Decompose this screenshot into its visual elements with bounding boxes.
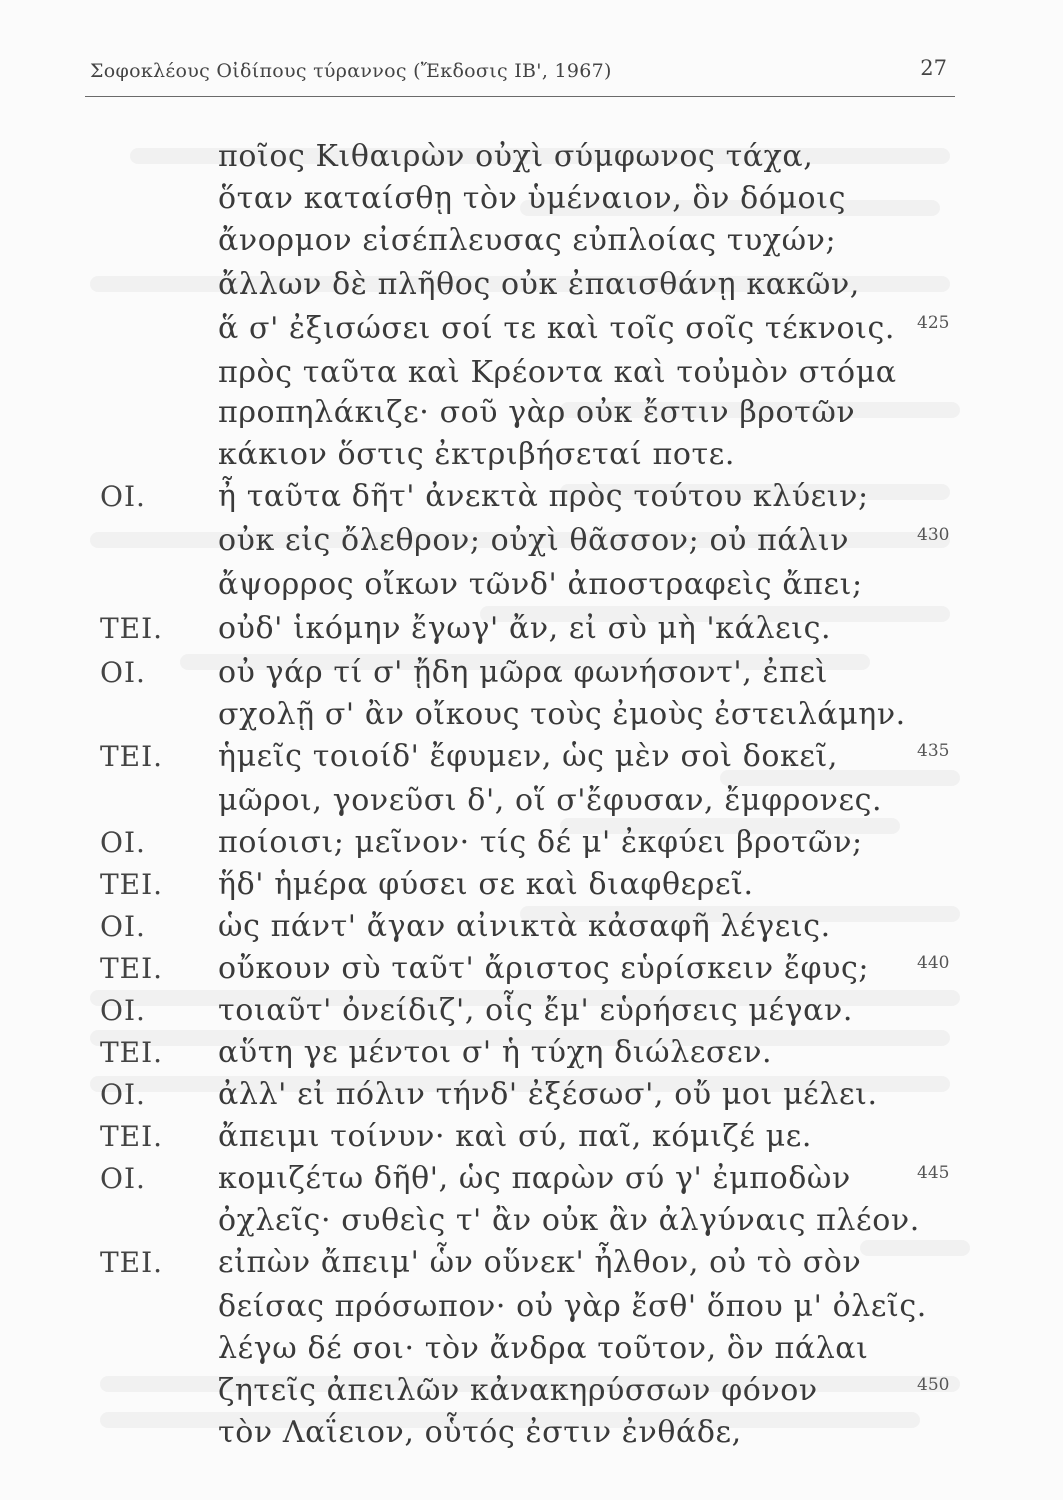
verse-line-text: οὐ γάρ τί σ' ᾔδη μῶρα φωνήσοντ', ἐπεὶ [218, 655, 828, 690]
verse-line-text: ὡς πάντ' ἄγαν αἰνικτὰ κἀσαφῆ λέγεις. [218, 909, 831, 944]
speaker-label: ΟΙ. [100, 994, 146, 1027]
verse-line-text: μῶροι, γονεῦσι δ', οἵ σ'ἔφυσαν, ἔμφρονες. [218, 783, 883, 818]
line-number: 445 [917, 1163, 950, 1183]
verse-line-text: λέγω δέ σοι· τὸν ἄνδρα τοῦτον, ὃν πάλαι [218, 1331, 869, 1366]
verse-line-text: πρὸς ταῦτα καὶ Κρέοντα καὶ τοὐμὸν στόμα [218, 355, 897, 390]
speaker-label: ΟΙ. [100, 656, 146, 689]
line-number: 430 [917, 525, 950, 545]
verse-line-text: ὀχλεῖς· συθεὶς τ' ἂν οὐκ ἂν ἀλγύναις πλέον. [218, 1203, 920, 1238]
verse-line-text: δείσας πρόσωπον· οὐ γὰρ ἔσθ' ὅπου μ' ὀλεῖς. [218, 1289, 927, 1324]
verse-line-text: εἰπὼν ἄπειμ' ὧν οὕνεκ' ἦλθον, οὐ τὸ σὸν [218, 1245, 862, 1280]
verse-line-text: ἄψορρος οἴκων τῶνδ' ἀποστραφεὶς ἄπει; [218, 567, 863, 602]
verse-line-text: ἀλλ' εἰ πόλιν τήνδ' ἐξέσωσ', οὔ μοι μέλει. [218, 1077, 878, 1112]
verse-line-text: ἦ ταῦτα δῆτ' ἀνεκτὰ πρὸς τούτου κλύειν; [218, 479, 869, 514]
speaker-label: ΤΕΙ. [100, 612, 164, 645]
verse-line-text: ποῖος Κιθαιρὼν οὐχὶ σύμφωνος τάχα, [218, 139, 814, 174]
line-number: 425 [917, 313, 950, 333]
line-number: 440 [917, 953, 950, 973]
speaker-label: ΟΙ. [100, 480, 146, 513]
verse-line-text: ἄλλων δὲ πλῆθος οὐκ ἐπαισθάνῃ κακῶν, [218, 267, 860, 302]
speaker-label: ΤΕΙ. [100, 868, 164, 901]
verse-line-text: οὐκ εἰς ὄλεθρον; οὐχὶ θᾶσσον; οὐ πάλιν [218, 523, 850, 558]
speaker-label: ΤΕΙ. [100, 952, 164, 985]
line-number: 435 [917, 741, 950, 761]
verse-line-text: κομιζέτω δῆθ', ὡς παρὼν σύ γ' ἐμποδὼν [218, 1161, 851, 1196]
verse-line-text: σχολῇ σ' ἂν οἴκους τοὺς ἐμοὺς ἐστειλάμην. [218, 697, 906, 732]
verse-line-text: τοιαῦτ' ὀνείδιζ', οἷς ἔμ' εὑρήσεις μέγαν. [218, 993, 853, 1028]
speaker-label: ΤΕΙ. [100, 1036, 164, 1069]
speaker-label: ΟΙ. [100, 1162, 146, 1195]
verse-line-text: ζητεῖς ἀπειλῶν κἀνακηρύσσων φόνον [218, 1373, 818, 1408]
verse-line-text: ἅ σ' ἐξισώσει σοί τε καὶ τοῖς σοῖς τέκνοις. [218, 311, 896, 346]
verse-line-text: αὕτη γε μέντοι σ' ἡ τύχη διώλεσεν. [218, 1035, 773, 1070]
speaker-label: ΟΙ. [100, 1078, 146, 1111]
line-number: 450 [917, 1375, 950, 1395]
speaker-label: ΟΙ. [100, 910, 146, 943]
verse-line-text: ὅταν καταίσθῃ τὸν ὑμέναιον, ὃν δόμοις [218, 181, 846, 216]
page-number: 27 [920, 56, 947, 80]
verse-line-text: οὔκουν σὺ ταῦτ' ἄριστος εὑρίσκειν ἔφυς; [218, 951, 870, 986]
verse-line [0, 1406, 1063, 1460]
speaker-label: ΤΕΙ. [100, 1120, 164, 1153]
verse-line-text: ἥδ' ἡμέρα φύσει σε καὶ διαφθερεῖ. [218, 867, 754, 902]
speaker-label: ΤΕΙ. [100, 1246, 164, 1279]
speaker-label: ΤΕΙ. [100, 740, 164, 773]
speaker-label: ΟΙ. [100, 826, 146, 859]
verse-line-text: ἄνορμον εἰσέπλευσας εὐπλοίας τυχών; [218, 223, 837, 258]
verse-line-text: προπηλάκιζε· σοῦ γὰρ οὐκ ἔστιν βροτῶν [218, 395, 856, 430]
verse-line-text: κάκιον ὅστις ἐκτριβήσεταί ποτε. [218, 437, 735, 472]
verse-line-text: ἡμεῖς τοιοίδ' ἔφυμεν, ὡς μὲν σοὶ δοκεῖ, [218, 739, 839, 774]
verse-line-text: οὐδ' ἱκόμην ἔγωγ' ἄν, εἰ σὺ μὴ 'κάλεις. [218, 611, 832, 646]
verse-line-text: ἄπειμι τοίνυν· καὶ σύ, παῖ, κόμιζέ με. [218, 1119, 812, 1154]
running-title: Σοφοκλέους Οἰδίπους τύραννος (Ἔκδοσις ΙΒ', 1967) [90, 60, 612, 82]
verse-line-text: τὸν Λαΐειον, οὗτός ἐστιν ἐνθάδε, [218, 1415, 742, 1450]
verse-line-text: ποίοισι; μεῖνον· τίς δέ μ' ἐκφύει βροτῶν; [218, 825, 863, 860]
